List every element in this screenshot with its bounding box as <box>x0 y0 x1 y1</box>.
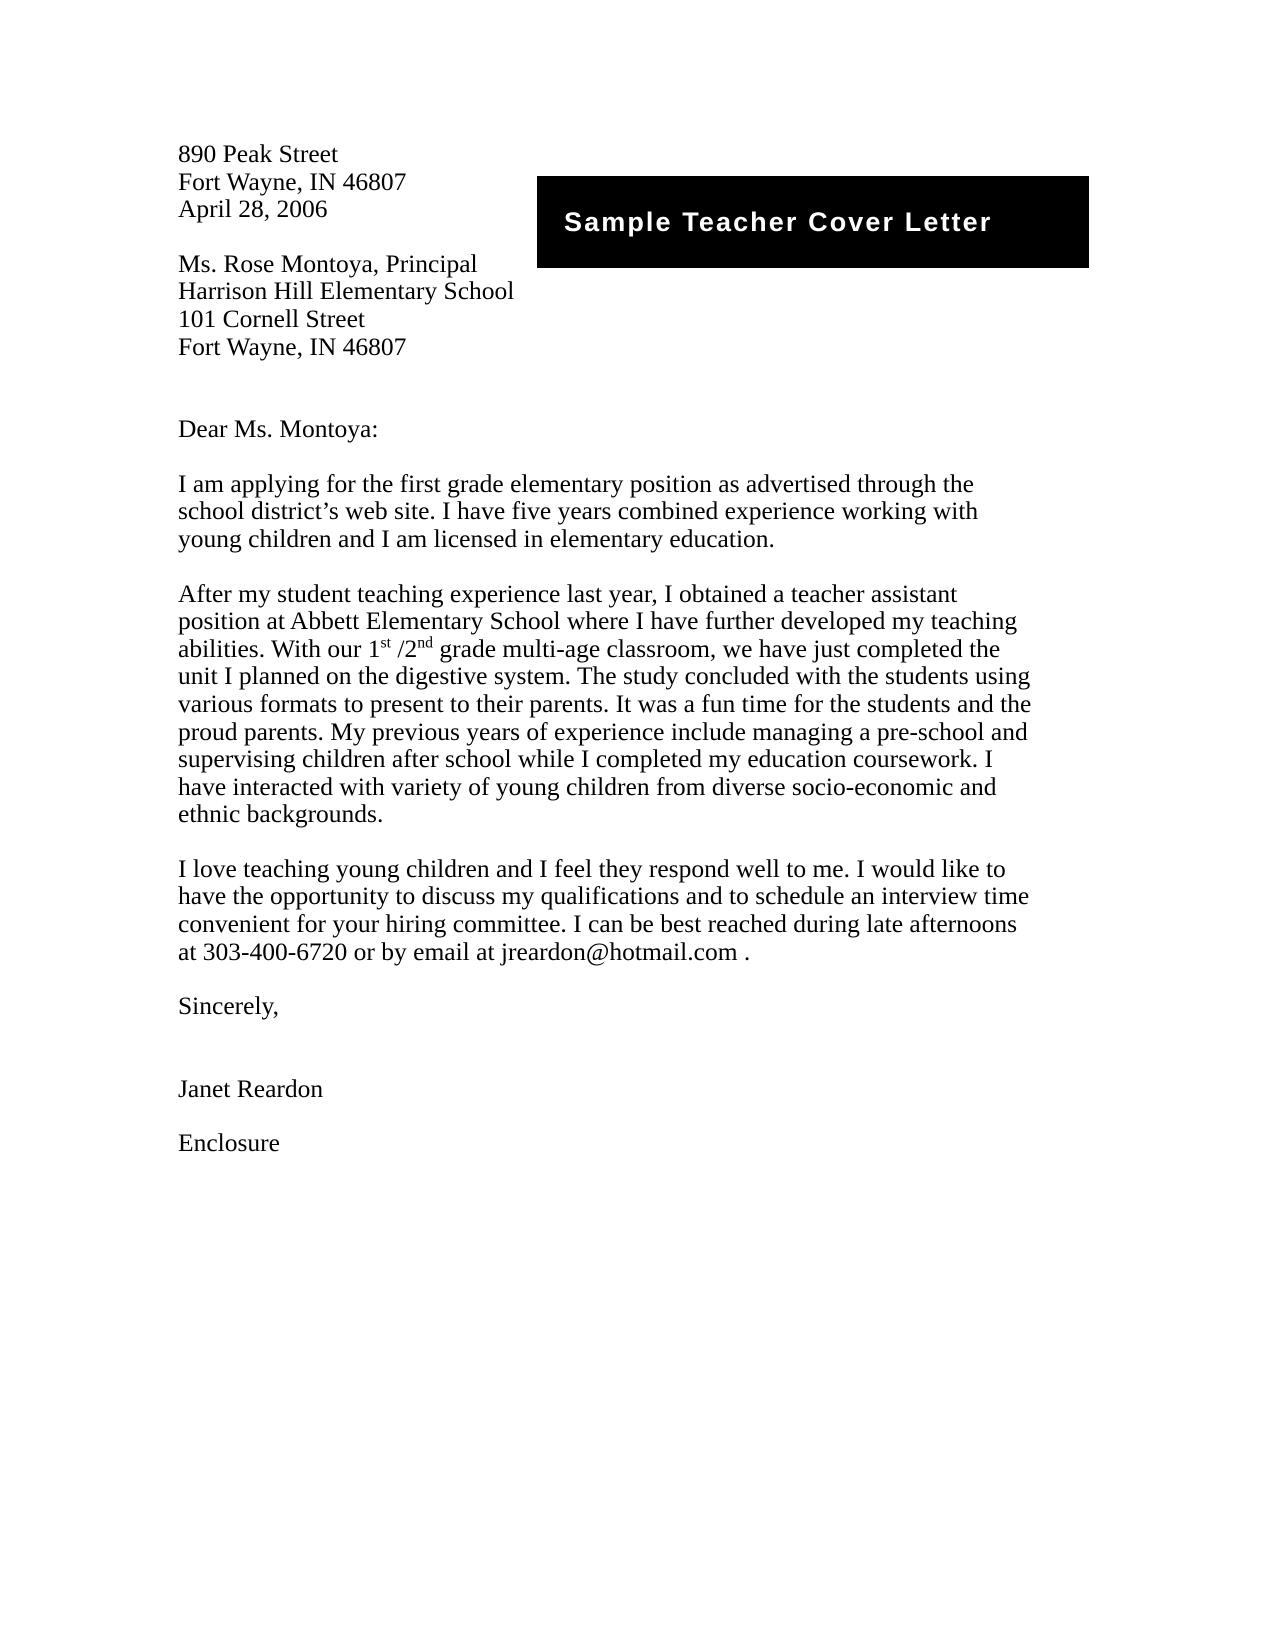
salutation: Dear Ms. Montoya: <box>178 414 379 444</box>
spacer <box>178 965 1038 992</box>
document-title: Sample Teacher Cover Letter <box>564 206 993 237</box>
enclosure-notation: Enclosure <box>178 1128 280 1158</box>
spacer <box>178 360 1038 415</box>
spacer <box>178 828 1038 855</box>
body-paragraph-3: I love teaching young children and I feel they respond well to me. I would like to have the opportunity to discuss my qualifications and to schedule an interview time convenient for your hiring committee. I can be best reached during late afternoons at 303-400-6720 or by email at jreardon@hotmail.com . <box>178 853 1030 966</box>
paragraph-2-segment: /2 <box>391 633 418 663</box>
sender-address-block <box>178 140 1038 223</box>
recipient-name-line: Ms. Rose Montoya, Principal <box>178 248 478 278</box>
signature-space <box>178 1020 1038 1075</box>
recipient-city-line: Fort Wayne, IN 46807 <box>178 331 407 361</box>
paragraph-2-segment: grade multi-age classroom, we have just completed the unit I planned on the digestive system. The study concluded with the students using various formats to present to their parents. It was a fun time for the students and the proud parents. My previous years of experience include managing a pre-school and supervising children after school while I completed my education coursework. I have interacted with variety of young children from diverse socio-economic and ethnic backgrounds. <box>178 633 1032 829</box>
sender-address-line: 890 Peak Street <box>178 139 339 168</box>
recipient-address-block <box>178 250 1038 360</box>
spacer <box>178 443 1038 470</box>
signature-name: Janet Reardon <box>178 1073 324 1103</box>
body-paragraph-2 <box>178 580 1038 828</box>
closing-salutation: Sincerely, <box>178 991 280 1021</box>
ordinal-suffix-first: st <box>380 634 392 652</box>
ordinal-suffix-second: nd <box>417 634 434 652</box>
spacer <box>178 553 1038 580</box>
paragraph-2-segment: After my student teaching experience last year, I obtained a teacher assistant position at Abbett Elementary School where I have further developed my teaching abilities. With our 1 <box>178 578 1018 663</box>
sender-address-line: Fort Wayne, IN 46807 <box>178 166 407 196</box>
spacer <box>178 1102 1038 1129</box>
recipient-street-line: 101 Cornell Street <box>178 303 365 333</box>
letter-body <box>178 140 1038 1157</box>
spacer <box>178 223 1038 250</box>
letter-date: April 28, 2006 <box>178 194 328 224</box>
recipient-organization-line: Harrison Hill Elementary School <box>178 276 515 306</box>
body-paragraph-1: I am applying for the first grade elementary position as advertised through the school district’s web site. I have five years combined experience working with young children and I am licensed in elementary education. <box>178 468 979 553</box>
